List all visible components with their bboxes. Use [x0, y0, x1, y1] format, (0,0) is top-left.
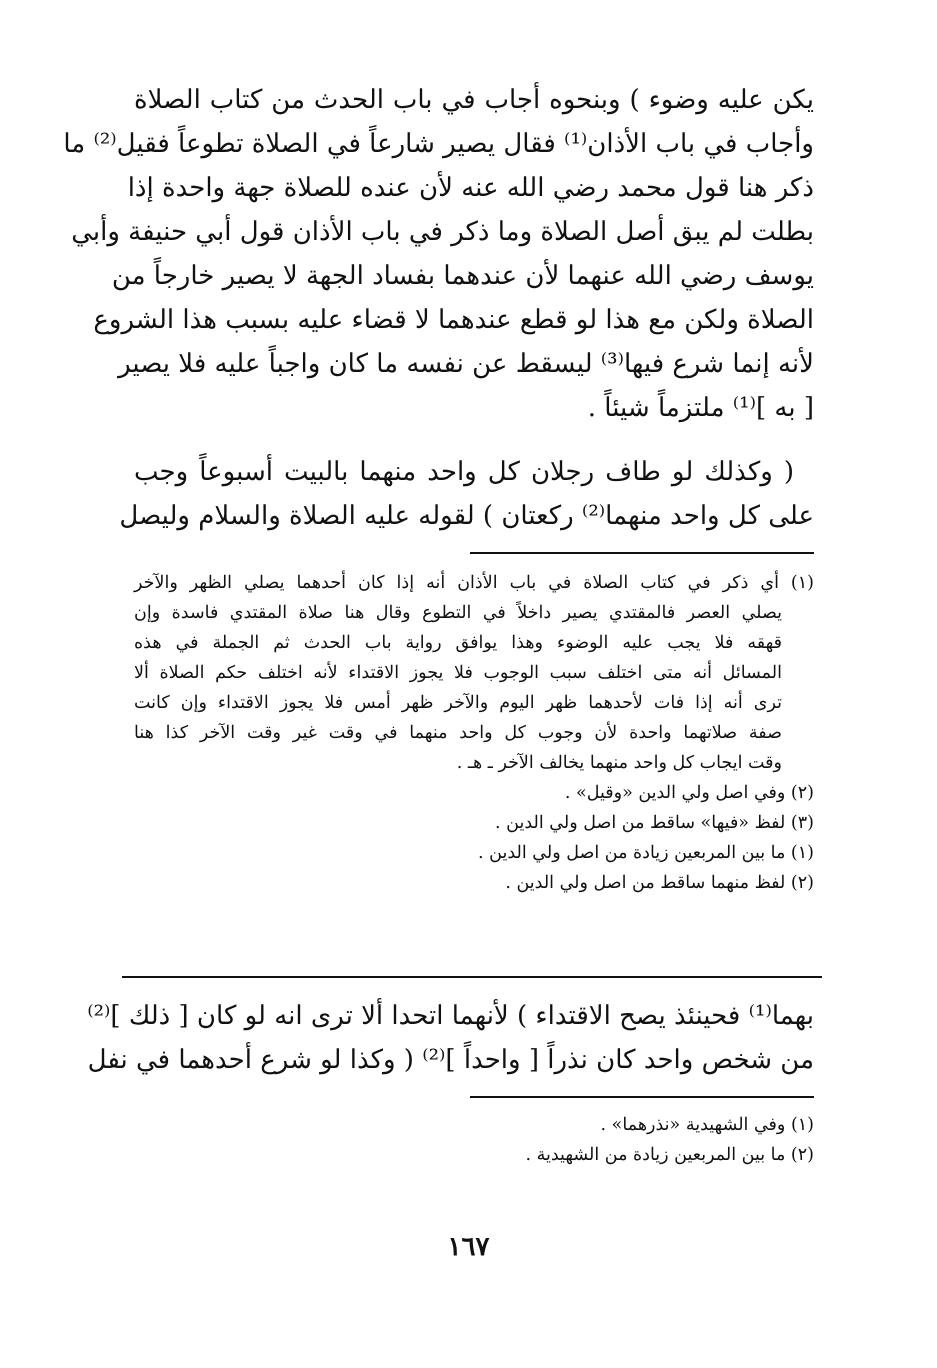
main-text-paragraph-2 [119, 450, 814, 538]
footnote-2: (٢) وفي اصل ولي الدين «وقيل» . [564, 783, 814, 803]
footnote-separator [470, 552, 814, 554]
footnote-line: المسائل أنه متى اختلف سبب الوجوب فلا يجوز الاقتداء لأنه اختلف حكم الصلاة ألا [134, 663, 782, 683]
text-line: يكن عليه وضوء ) وبنحوه أجاب في باب الحدث من كتاب الصلاة [134, 85, 814, 115]
text-line: يوسف رضي الله عنهما لأن عندهما بفساد الجهة لا يصير خارجاً من [111, 261, 814, 291]
footnote-line: قهقه فلا يجب عليه الوضوء وهذا يوافق رواية باب الحدث ثم الجملة في هذه [134, 633, 782, 653]
text-line: على كل واحد منهما⁽²⁾ ركعتان ) لقوله عليه الصلاة والسلام وليصل [119, 501, 814, 531]
text-line: لأنه إنما شرع فيها⁽³⁾ ليسقط عن نفسه ما كان واجباً عليه فلا يصير [118, 349, 814, 379]
footnote-2: (٢) ما بين المربعين زيادة من الشهيدية . [525, 1145, 814, 1165]
footnote-5: (٢) لفظ منهما ساقط من اصل ولي الدين . [505, 873, 814, 893]
text-line: ذكر هنا قول محمد رضي الله عنه لأن عنده للصلاة جهة واحدة إذا [127, 173, 814, 203]
main-text-paragraph-3 [87, 994, 814, 1082]
footnote-line: يصلي العصر فالمقتدي يصير داخلاً في التطوع وقال هنا صلاة المقتدي فاسدة وإن [134, 603, 782, 623]
footnote-1: (١) وفي الشهيدية «نذرهما» . [600, 1115, 814, 1135]
text-line: الصلاة ولكن مع هذا لو قطع عندهما لا قضاء عليه بسبب هذا الشروع [93, 305, 814, 335]
text-line: ( وكذلك لو طاف رجلان كل واحد منهما بالبيت أسبوعاً وجب [134, 457, 794, 487]
text-line: من شخص واحد كان نذراً [ واحداً ]⁽²⁾ ( وكذا لو شرع أحدهما في نفل [87, 1045, 814, 1075]
page-number: ١٦٧ [447, 1232, 490, 1262]
text-line: وأجاب في باب الأذان⁽¹⁾ فقال يصير شارعاً في الصلاة تطوعاً فقيل⁽²⁾ ما [63, 129, 814, 159]
text-line: بهما⁽¹⁾ فحينئذ يصح الاقتداء ) لأنهما اتحدا ألا ترى انه لو كان [ ذلك ]⁽²⁾ [87, 1001, 814, 1031]
footnote-3: (٣) لفظ «فيها» ساقط من اصل ولي الدين . [495, 813, 814, 833]
footnote-separator [470, 1096, 814, 1098]
text-line: [ به ]⁽¹⁾ ملتزماً شيئاً . [587, 393, 814, 423]
section-separator [122, 976, 822, 978]
footnote-line: صفة صلاتهما واحدة لأن وجوب كل واحد منهما في وقت غير وقت الآخر كذا هنا [134, 723, 782, 743]
footnote-line: (١) أي ذكر في كتاب الصلاة في باب الأذان أنه إذا كان أحدهما يصلي الظهر والآخر [134, 573, 814, 593]
footnote-line: وقت ايجاب كل واحد منهما يخالف الآخر ـ هـ . [456, 753, 782, 773]
footnotes-section-1 [134, 568, 814, 898]
footnotes-section-2 [134, 1110, 814, 1170]
main-text-paragraph-1 [63, 78, 814, 430]
footnote-line: ترى أنه إذا فات لأحدهما ظهر اليوم والآخر ظهر أمس فلا يجوز الاقتداء وإن كانت [134, 693, 782, 713]
text-line: بطلت لم يبق أصل الصلاة وما ذكر في باب الأذان قول أبي حنيفة وأبي [71, 217, 814, 247]
footnote-4: (١) ما بين المربعين زيادة من اصل ولي الدين . [478, 843, 814, 863]
